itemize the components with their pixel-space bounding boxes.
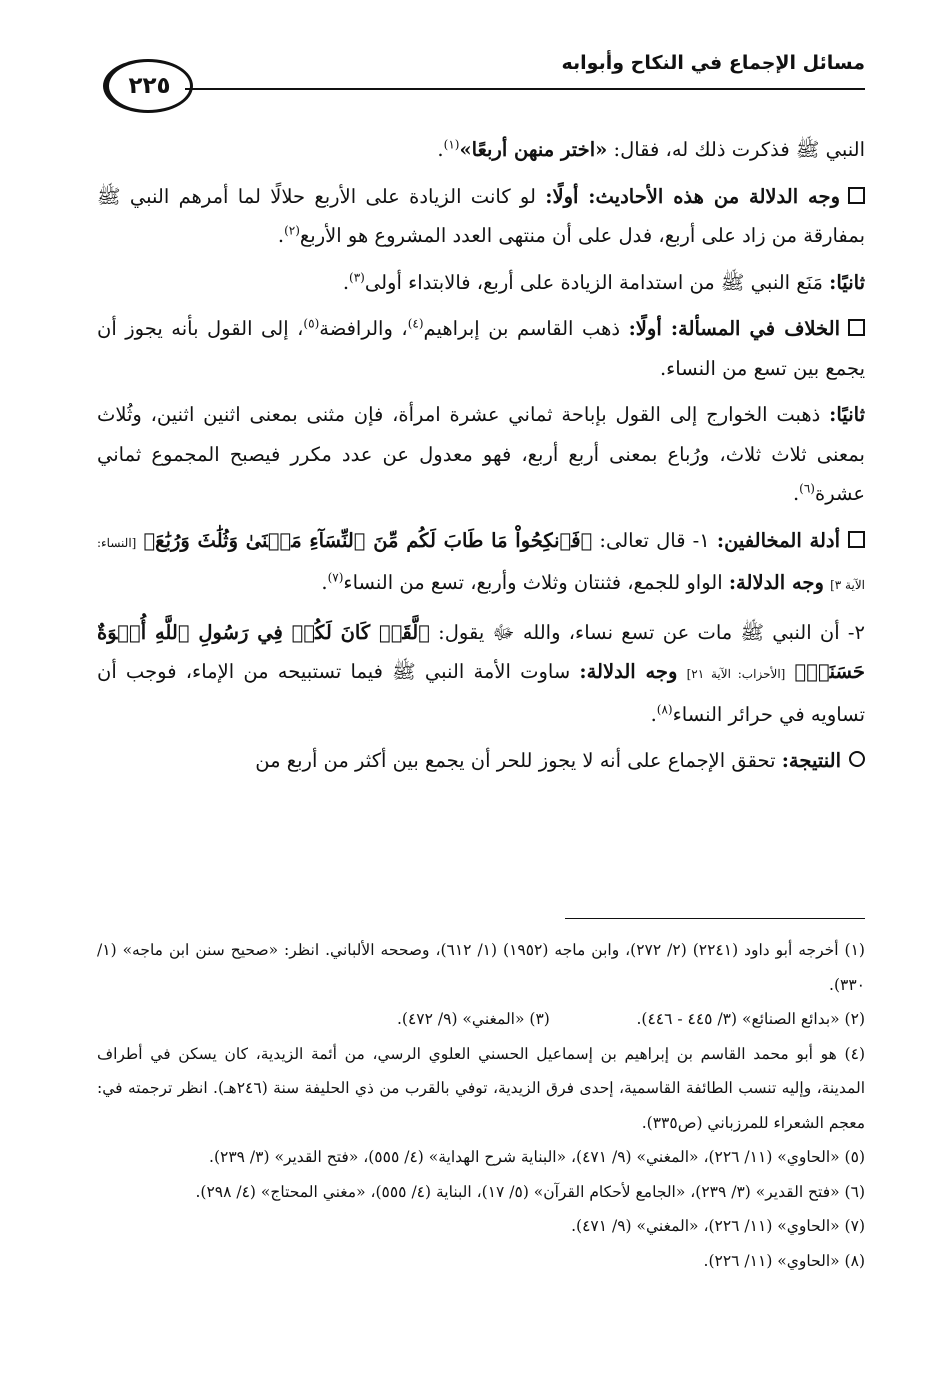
footnote-separator bbox=[565, 918, 865, 919]
paragraph-text: ، إلى القول بأنه يجوز أن يجمع بين تسع من النساء. bbox=[97, 317, 865, 380]
sub-heading: وجه الدلالة: bbox=[728, 571, 824, 594]
verse-reference: [النساء: الآية ٣] bbox=[97, 535, 865, 592]
main-text bbox=[97, 130, 865, 788]
header-rule bbox=[185, 88, 865, 90]
paragraph-khawarij bbox=[97, 395, 865, 514]
paragraph-evidence bbox=[97, 177, 865, 256]
footnote-7: (٧) «الحاوي» (١١/ ٢٢٦)، «المغني» (٩/ ٤٧١). bbox=[571, 1217, 865, 1235]
paragraph-text: ٢- أن النبي ﷺ مات عن تسع نساء، والله ﷻ يقول: bbox=[429, 620, 865, 644]
section-heading: وجه الدلالة من هذه الأحاديث: أولًا: bbox=[545, 184, 840, 208]
section-heading: الخلاف في المسألة: أولًا: bbox=[628, 317, 840, 340]
period: . bbox=[277, 224, 285, 247]
square-bullet-icon bbox=[848, 319, 865, 336]
footnote-marker: (٥) bbox=[303, 316, 320, 331]
paragraph-text: ذهب القاسم بن إبراهيم bbox=[423, 317, 629, 340]
paragraph-second-point bbox=[97, 263, 865, 303]
paragraph-second-evidence bbox=[97, 613, 865, 735]
square-bullet-icon bbox=[848, 187, 865, 204]
verse-reference: [الأحزاب: الآية ٢١] bbox=[686, 667, 786, 681]
paragraph-text: ، والرافضة bbox=[319, 317, 408, 340]
paragraph-text: مَنَع النبي ﷺ من استدامة الزيادة على أربع، فالابتداء أولى bbox=[364, 270, 830, 294]
hadith-quote: «اختر منهن أربعًا» bbox=[459, 138, 608, 161]
paragraph-disagreement bbox=[97, 309, 865, 388]
footnotes bbox=[97, 933, 865, 1278]
footnote-marker: (٧) bbox=[327, 570, 344, 585]
quran-verse: ﴿لَّقَدۡ كَانَ لَكُمۡ فِي رَسُولِ ٱللَّهِ أُسۡوَةٌ حَسَنَةٞ﴾ bbox=[97, 620, 865, 683]
footnote-3: (٣) «المغني» (٩/ ٤٧٢). bbox=[397, 1010, 550, 1028]
page-number: ٢٢٥ bbox=[103, 59, 193, 113]
quran-verse: ﴿فَٱنكِحُواْ مَا طَابَ لَكُم مِّنَ ٱلنِّسَآءِ مَثۡنَىٰ وَثُلَٰثَ وَرُبَٰعَ﴾ bbox=[143, 528, 593, 552]
paragraph-text: تحقق الإجماع على أنه لا يجوز للحر أن يجمع بين أكثر من أربع من bbox=[255, 749, 782, 772]
footnote-6: (٦) «فتح القدير» (٣/ ٢٣٩)، «الجامع لأحكام القرآن» (٥/ ١٧)، البناية (٤/ ٥٥٥)، «مغني المحتاج» (٤/ ٢٩٨). bbox=[195, 1182, 865, 1201]
footnote-row bbox=[97, 1002, 865, 1037]
footnote-4: (٤) هو أبو محمد القاسم بن إبراهيم بن إسماعيل الحسني العلوي الرسي، من أئمة الزيدية، كان يسكن في أطراف المدينة، وإليه تنسب الطائفة القاسمية، إحدى فرق الزيدية، توفي بالقرب من ذي الحليفة سنة (٢٤٦هـ). انظر ترجمته في: معجم الشعراء للمرزباني (ص٣٣٥). bbox=[97, 1044, 865, 1132]
footnote-5: (٥) «الحاوي» (١١/ ٢٢٦)، «المغني» (٩/ ٤٧١)، «البناية شرح الهداية» (٤/ ٥٥٥)، «فتح القدير» (٣/ ٢٣٩). bbox=[209, 1148, 865, 1166]
paragraph-text: الواو للجمع، فثنتان وثلاث وأربع، تسع من النساء bbox=[343, 571, 729, 594]
footnote-marker: (٣) bbox=[349, 270, 365, 284]
sub-heading: وجه الدلالة: bbox=[579, 660, 678, 683]
paragraph-text: لو كانت الزيادة على الأربع حلالًا لما أمرهم النبي ﷺ بمفارقة من زاد على أربع، فدل على أن منتهى العدد المشروع هو الأربع bbox=[97, 184, 865, 247]
section-heading: أدلة المخالفين: bbox=[716, 528, 840, 552]
period: . bbox=[342, 270, 350, 294]
paragraph-text: ساوت الأمة النبي ﷺ فيما تستبيحه من الإماء، فوجب أن تساويه في حرائر النساء bbox=[97, 660, 865, 726]
period: . bbox=[321, 571, 328, 594]
footnote-2: (٢) «بدائع الصنائع» (٣/ ٤٤٥ - ٤٤٦). bbox=[636, 1010, 865, 1028]
footnote-1: (١) أخرجه أبو داود (٢٢٤١) (٢/ ٢٧٢)، وابن ماجه (١٩٥٢) (١/ ٦١٢)، وصححه الألباني. انظر: «صحيح سنن ابن ماجه» (١/ ٣٣٠). bbox=[97, 941, 865, 994]
section-heading: النتيجة: bbox=[781, 749, 841, 772]
paragraph-opponents-evidence bbox=[97, 521, 865, 606]
footnote-marker: (١) bbox=[443, 137, 460, 152]
running-title: مسائل الإجماع في النكاح وأبوابه bbox=[561, 52, 865, 74]
paragraph-text: النبي ﷺ فذكرت ذلك له، فقال: bbox=[607, 138, 865, 161]
footnote-marker: (٢) bbox=[284, 223, 300, 238]
circle-bullet-icon bbox=[849, 751, 865, 767]
section-heading: ثانيًا: bbox=[829, 270, 865, 294]
square-bullet-icon bbox=[848, 531, 865, 548]
footnote-marker: (٨) bbox=[656, 702, 673, 716]
paragraph-text: ذهبت الخوارج إلى القول بإباحة ثماني عشرة امرأة، فإن مثنى بمعنى اثنين اثنين، وثُلاث بمعنى ثلاث ثلاث، ورُباع بمعنى أربع أربع، فهو معدول عن عدد مكرر فيصبح المجموع ثماني عشرة bbox=[97, 403, 865, 505]
paragraph-text: ١- قال تعالى: bbox=[592, 528, 717, 552]
section-heading: ثانيًا: bbox=[829, 403, 865, 426]
period: . bbox=[650, 702, 657, 726]
period: . bbox=[792, 482, 800, 505]
footnote-marker: (٦) bbox=[799, 481, 815, 496]
footnote-8: (٨) «الحاوي» (١١/ ٢٢٦). bbox=[703, 1251, 865, 1270]
paragraph-continuation bbox=[97, 130, 865, 170]
footnote-marker: (٤) bbox=[407, 316, 424, 331]
paragraph-result bbox=[97, 741, 865, 781]
period: . bbox=[437, 138, 444, 161]
